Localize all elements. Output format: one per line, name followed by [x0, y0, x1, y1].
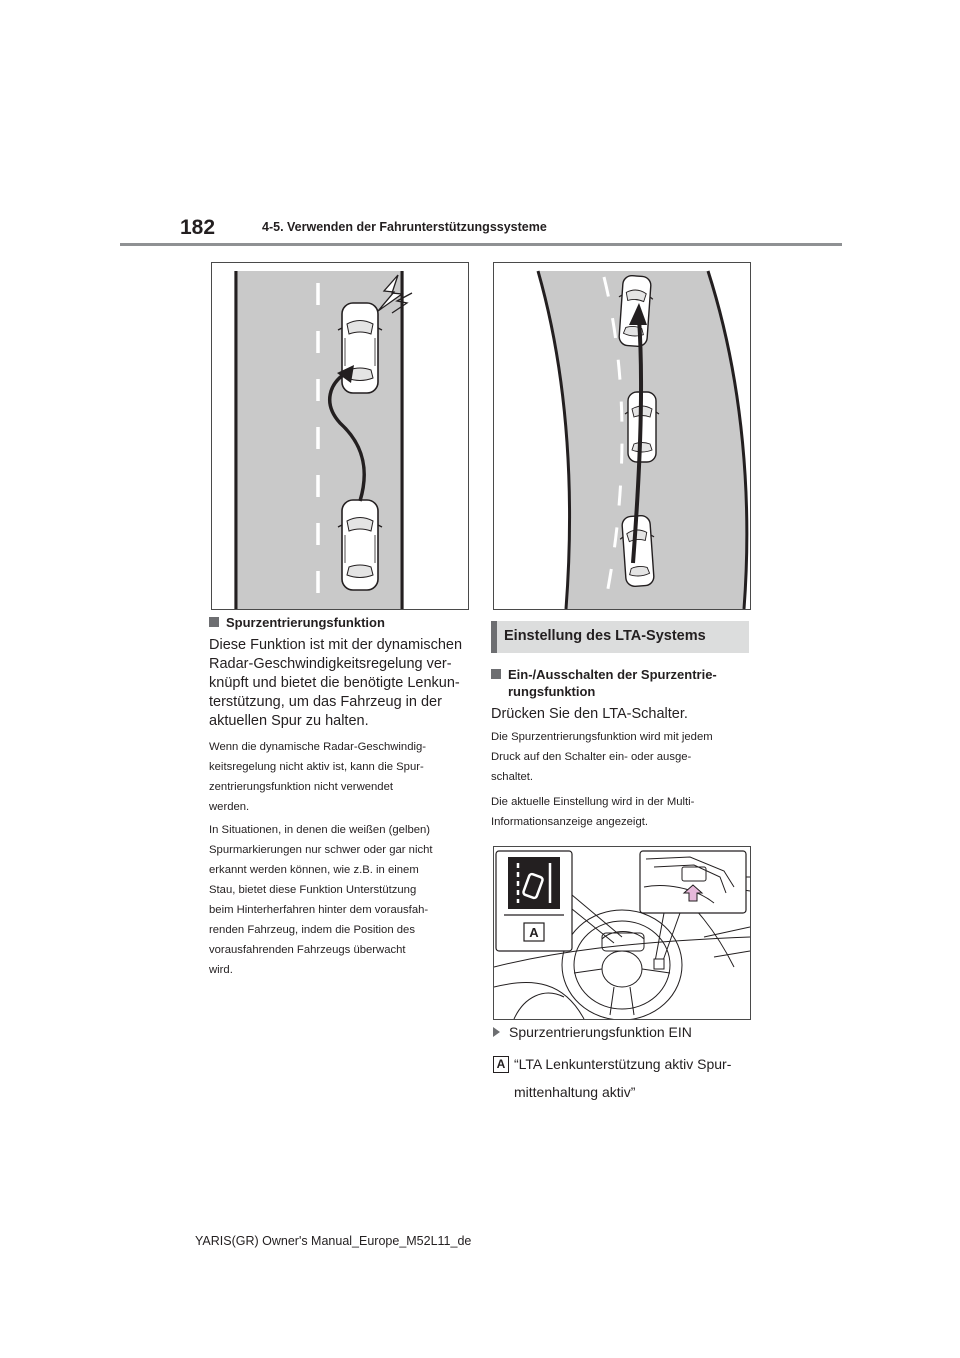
lta-switch-icon [654, 959, 664, 969]
text-line: Druck auf den Schalter ein- oder ausge- [491, 751, 692, 763]
note-paragraph [491, 792, 751, 832]
section-banner [491, 621, 749, 653]
subheading-text [508, 666, 717, 700]
text-line: rungsfunktion [508, 684, 596, 699]
text-line: aktuellen Spur zu halten. [209, 713, 369, 729]
note-paragraph [209, 820, 467, 980]
text-line: keitsregelung nicht aktiv ist, kann die Spur- [209, 761, 424, 773]
lane-centering-drawing [494, 263, 750, 609]
dashboard-illustration [493, 846, 751, 1020]
section-title: 4-5. Verwenden der Fahrunterstützungssysteme [262, 220, 547, 234]
banner-title: Einstellung des LTA-Systems [504, 628, 706, 644]
section-subheading [491, 666, 751, 700]
text-line: Informationsanzeige angezeigt. [491, 816, 649, 828]
bullet-text: Spurzentrierungsfunktion EIN [509, 1024, 692, 1040]
instruction-text: Drücken Sie den LTA-Schalter. [491, 706, 688, 722]
bullet-square-icon [491, 669, 501, 679]
text-line: Die Spurzentrierungsfunktion wird mit jedem [491, 731, 713, 743]
figure-label: A [529, 925, 539, 940]
note-paragraph [209, 737, 467, 817]
text-line: werden. [209, 801, 250, 813]
text-line: wird. [209, 964, 233, 976]
intro-paragraph [209, 636, 467, 731]
text-line: terstützung, um das Fahrzeug in der [209, 694, 442, 710]
text-line: Die aktuelle Einstellung wird in der Multi- [491, 796, 695, 808]
text-line: Radar-Geschwindigkeitsregelung ver- [209, 656, 452, 672]
text-line: Ein-/Ausschalten der Spurzentrie- [508, 667, 717, 682]
text-line: zentrierungsfunktion nicht verwendet [209, 781, 393, 793]
text-line: Spurmarkierungen nur schwer oder gar nicht [209, 844, 433, 856]
callout-line: “LTA Lenkunterstützung aktiv Spur- [514, 1056, 732, 1072]
text-line: Diese Funktion ist mit der dynamischen [209, 637, 463, 653]
footer-text: YARIS(GR) Owner's Manual_Europe_M52L11_de [195, 1234, 472, 1248]
text-line: In Situationen, in denen die weißen (gelben) [209, 824, 431, 836]
text-line: knüpft und bietet die benötigte Lenkun- [209, 675, 460, 691]
callout-letter-badge: A [493, 1056, 509, 1073]
text-line: schaltet. [491, 771, 534, 783]
dashboard-drawing [494, 847, 750, 1019]
lane-centering-illustration [493, 262, 751, 610]
text-line: beim Hinterherfahren hinter dem vorausfah- [209, 904, 429, 916]
lane-warning-drawing [212, 263, 468, 609]
text-line: Wenn die dynamische Radar-Geschwindig- [209, 741, 427, 753]
text-line: erkannt werden können, wie z.B. in einem [209, 864, 419, 876]
triangle-bullet-icon [493, 1027, 500, 1037]
text-line: vorausfahrenden Fahrzeugs überwacht [209, 944, 406, 956]
page-number: 182 [180, 216, 216, 239]
text-line: renden Fahrzeug, indem die Position des [209, 924, 415, 936]
text-line: Stau, bietet diese Funktion Unterstützung [209, 884, 417, 896]
note-paragraph [491, 727, 751, 787]
header-rule [120, 243, 842, 246]
subheading-text: Spurzentrierungsfunktion [226, 615, 385, 630]
status-bullet [491, 1024, 751, 1040]
bullet-square-icon [209, 617, 219, 627]
lane-warning-illustration [211, 262, 469, 610]
callout-line: mittenhaltung aktiv” [514, 1084, 636, 1100]
section-subheading [209, 614, 467, 631]
